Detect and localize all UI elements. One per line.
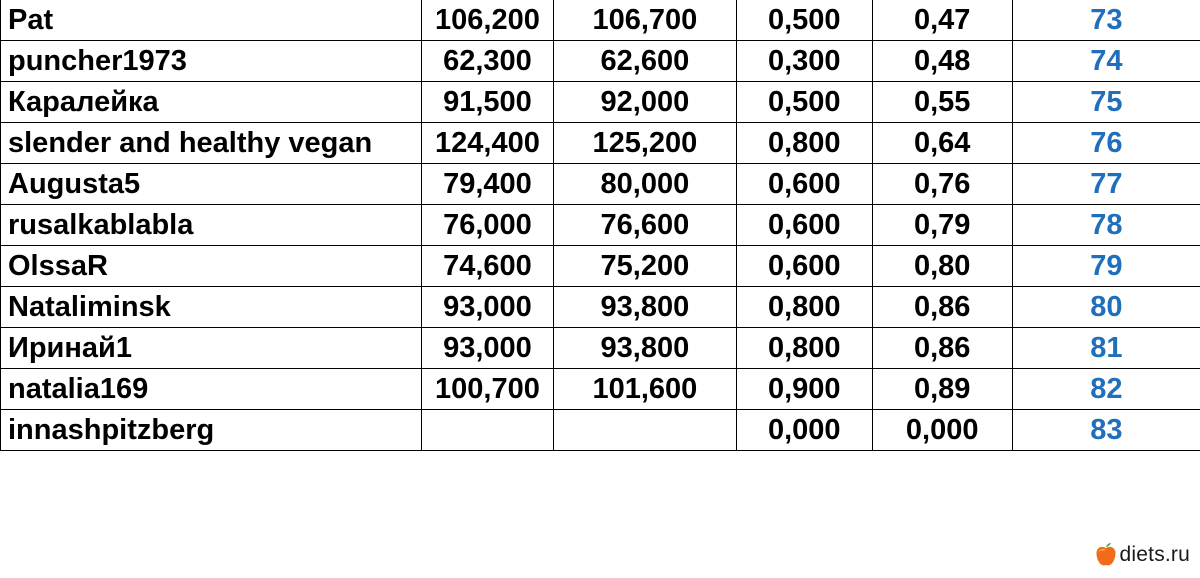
value-cell-2: 62,300 (421, 41, 553, 82)
value-cell-5: 0,76 (872, 164, 1012, 205)
value-cell-4: 0,500 (736, 82, 872, 123)
rank-number: 78 (1012, 205, 1200, 246)
value-cell-5: 0,86 (872, 287, 1012, 328)
table-row (1, 410, 1200, 451)
rank-number: 83 (1012, 410, 1200, 451)
diets-ru-watermark (1095, 542, 1190, 568)
value-cell-4: 0,000 (736, 410, 872, 451)
value-cell-2: 93,000 (421, 328, 553, 369)
value-cell-4: 0,600 (736, 205, 872, 246)
participant-name: Иринай1 (1, 328, 422, 369)
rank-number: 79 (1012, 246, 1200, 287)
value-cell-3: 125,200 (553, 123, 736, 164)
value-cell-5: 0,86 (872, 328, 1012, 369)
participant-name: Pat (1, 0, 422, 41)
value-cell-4: 0,500 (736, 0, 872, 41)
rank-number: 75 (1012, 82, 1200, 123)
participant-name: innashpitzberg (1, 410, 422, 451)
value-cell-4: 0,600 (736, 164, 872, 205)
value-cell-3 (553, 410, 736, 451)
table-row (1, 246, 1200, 287)
rank-number: 82 (1012, 369, 1200, 410)
table-row (1, 123, 1200, 164)
value-cell-5: 0,47 (872, 0, 1012, 41)
value-cell-2: 124,400 (421, 123, 553, 164)
value-cell-3: 106,700 (553, 0, 736, 41)
table-row (1, 328, 1200, 369)
value-cell-3: 80,000 (553, 164, 736, 205)
value-cell-4: 0,300 (736, 41, 872, 82)
table-row (1, 369, 1200, 410)
value-cell-5: 0,80 (872, 246, 1012, 287)
value-cell-2: 100,700 (421, 369, 553, 410)
participant-name: slender and healthy vegan (1, 123, 422, 164)
value-cell-2 (421, 410, 553, 451)
table-row (1, 82, 1200, 123)
participant-name: Augusta5 (1, 164, 422, 205)
rank-number: 74 (1012, 41, 1200, 82)
value-cell-3: 101,600 (553, 369, 736, 410)
value-cell-5: 0,55 (872, 82, 1012, 123)
participant-name: Каралейка (1, 82, 422, 123)
table-row (1, 287, 1200, 328)
table-row (1, 41, 1200, 82)
value-cell-3: 92,000 (553, 82, 736, 123)
value-cell-2: 76,000 (421, 205, 553, 246)
value-cell-5: 0,48 (872, 41, 1012, 82)
value-cell-4: 0,800 (736, 123, 872, 164)
value-cell-3: 62,600 (553, 41, 736, 82)
watermark-text: diets.ru (1119, 543, 1190, 566)
value-cell-3: 93,800 (553, 287, 736, 328)
rank-number: 76 (1012, 123, 1200, 164)
value-cell-5: 0,89 (872, 369, 1012, 410)
table-row (1, 205, 1200, 246)
table-row (1, 164, 1200, 205)
rank-number: 80 (1012, 287, 1200, 328)
value-cell-5: 0,000 (872, 410, 1012, 451)
value-cell-5: 0,64 (872, 123, 1012, 164)
value-cell-4: 0,600 (736, 246, 872, 287)
value-cell-3: 76,600 (553, 205, 736, 246)
value-cell-2: 79,400 (421, 164, 553, 205)
rank-number: 73 (1012, 0, 1200, 41)
rank-number: 77 (1012, 164, 1200, 205)
participant-name: puncher1973 (1, 41, 422, 82)
value-cell-4: 0,900 (736, 369, 872, 410)
value-cell-2: 91,500 (421, 82, 553, 123)
value-cell-2: 74,600 (421, 246, 553, 287)
participant-name: natalia169 (1, 369, 422, 410)
rank-number: 81 (1012, 328, 1200, 369)
value-cell-5: 0,79 (872, 205, 1012, 246)
value-cell-4: 0,800 (736, 287, 872, 328)
participant-name: rusalkablabla (1, 205, 422, 246)
participant-name: OlssaR (1, 246, 422, 287)
value-cell-2: 93,000 (421, 287, 553, 328)
value-cell-3: 93,800 (553, 328, 736, 369)
apple-icon (1095, 542, 1117, 568)
participant-name: Nataliminsk (1, 287, 422, 328)
value-cell-3: 75,200 (553, 246, 736, 287)
value-cell-2: 106,200 (421, 0, 553, 41)
table-row (1, 0, 1200, 41)
value-cell-4: 0,800 (736, 328, 872, 369)
